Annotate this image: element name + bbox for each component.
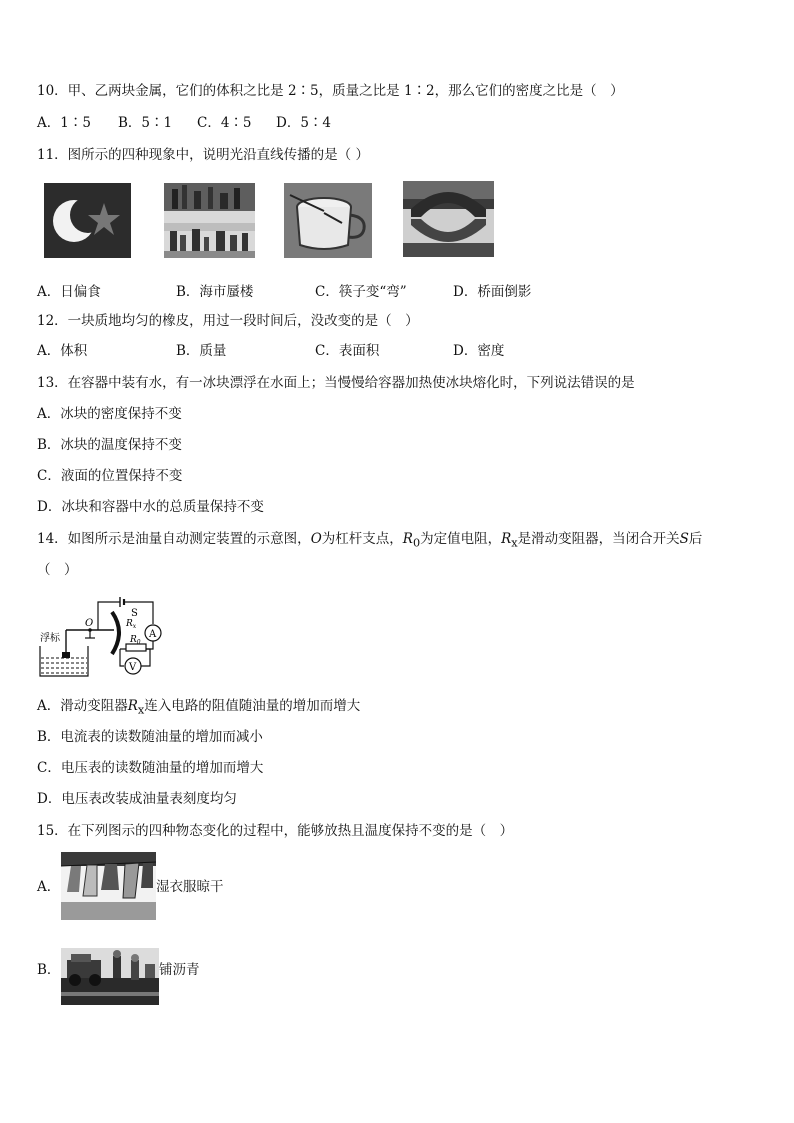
q11-option-b: B．海市蜃楼 bbox=[176, 284, 254, 300]
oil-gauge-circuit-diagram bbox=[38, 594, 168, 684]
q15-option-b-letter: B． bbox=[37, 962, 61, 978]
q10-option-c: C．4∶5 bbox=[197, 115, 252, 131]
q14-option-a: A．滑动变阻器$R_x$连入电路的阻值随油量的增加而增大 bbox=[37, 698, 361, 717]
q10-option-b: B．5∶1 bbox=[118, 115, 173, 131]
q10-option-a: A．1∶5 bbox=[37, 115, 91, 131]
bridge-reflection-image bbox=[403, 181, 494, 257]
rx-label: $R_x$ bbox=[126, 619, 137, 630]
q11-stem: 11．图所示的四种现象中，说明光沿直线传播的是（ ） bbox=[37, 147, 369, 163]
q14-stem-line2: （ ） bbox=[37, 562, 78, 578]
q12-option-a: A．体积 bbox=[37, 343, 88, 359]
solar-eclipse-image bbox=[44, 183, 131, 258]
q14-option-d: D．电压表改装成油量表刻度均匀 bbox=[37, 791, 237, 807]
q10-stem: 10．甲、乙两块金属，它们的体积之比是 2∶5，质量之比是 1∶2，那么它们的密度之比是（ ） bbox=[37, 83, 624, 99]
q13-option-b: B．冰块的温度保持不变 bbox=[37, 437, 182, 453]
q13-stem: 13．在容器中装有水，有一冰块漂浮在水面上；当慢慢给容器加热使冰块熔化时，下列说法错误的是 bbox=[37, 375, 635, 391]
paving-asphalt-image bbox=[61, 948, 159, 1005]
q10-option-d: D．5∶4 bbox=[276, 115, 332, 131]
q12-option-c: C．表面积 bbox=[315, 343, 380, 359]
q13-option-c: C．液面的位置保持不变 bbox=[37, 468, 183, 484]
q15-stem: 15．在下列图示的四种物态变化的过程中，能够放热且温度保持不变的是（ ） bbox=[37, 823, 514, 839]
r0-label: $R_0$ bbox=[130, 635, 141, 646]
q12-option-b: B．质量 bbox=[176, 343, 227, 359]
q13-option-d: D．冰块和容器中水的总质量保持不变 bbox=[37, 499, 264, 515]
ammeter-label: A bbox=[149, 629, 157, 640]
q14-option-b: B．电流表的读数随油量的增加而减小 bbox=[37, 729, 263, 745]
q14-option-c: C．电压表的读数随油量的增加而增大 bbox=[37, 760, 264, 776]
q12-option-d: D．密度 bbox=[453, 343, 505, 359]
mirage-image bbox=[164, 183, 255, 258]
q15-option-a-letter: A． bbox=[37, 879, 61, 895]
q15-option-b-text: 铺沥青 bbox=[159, 962, 200, 978]
q11-option-d: D．桥面倒影 bbox=[453, 284, 532, 300]
switch-label: S bbox=[131, 608, 138, 619]
q14-stem: 14．如图所示是油量自动测定装置的示意图，O为杠杆支点，$R_0$为定值电阻，$R_x$是滑动变阻器，当闭合开关S后 bbox=[37, 531, 703, 550]
q15-option-a-text: 湿衣服晾干 bbox=[156, 879, 224, 895]
cup-chopstick-image bbox=[284, 183, 372, 258]
q12-stem: 12．一块质地均匀的橡皮，用过一段时间后，没改变的是（ ） bbox=[37, 313, 419, 329]
wet-clothes-drying-image bbox=[61, 852, 156, 920]
pivot-label: O bbox=[85, 618, 94, 629]
q11-option-c: C．筷子变“弯” bbox=[315, 284, 407, 300]
float-label: 浮标 bbox=[40, 633, 60, 644]
voltmeter-label: V bbox=[129, 662, 137, 673]
q13-option-a: A．冰块的密度保持不变 bbox=[37, 406, 182, 422]
q11-option-a: A．日偏食 bbox=[37, 284, 101, 300]
